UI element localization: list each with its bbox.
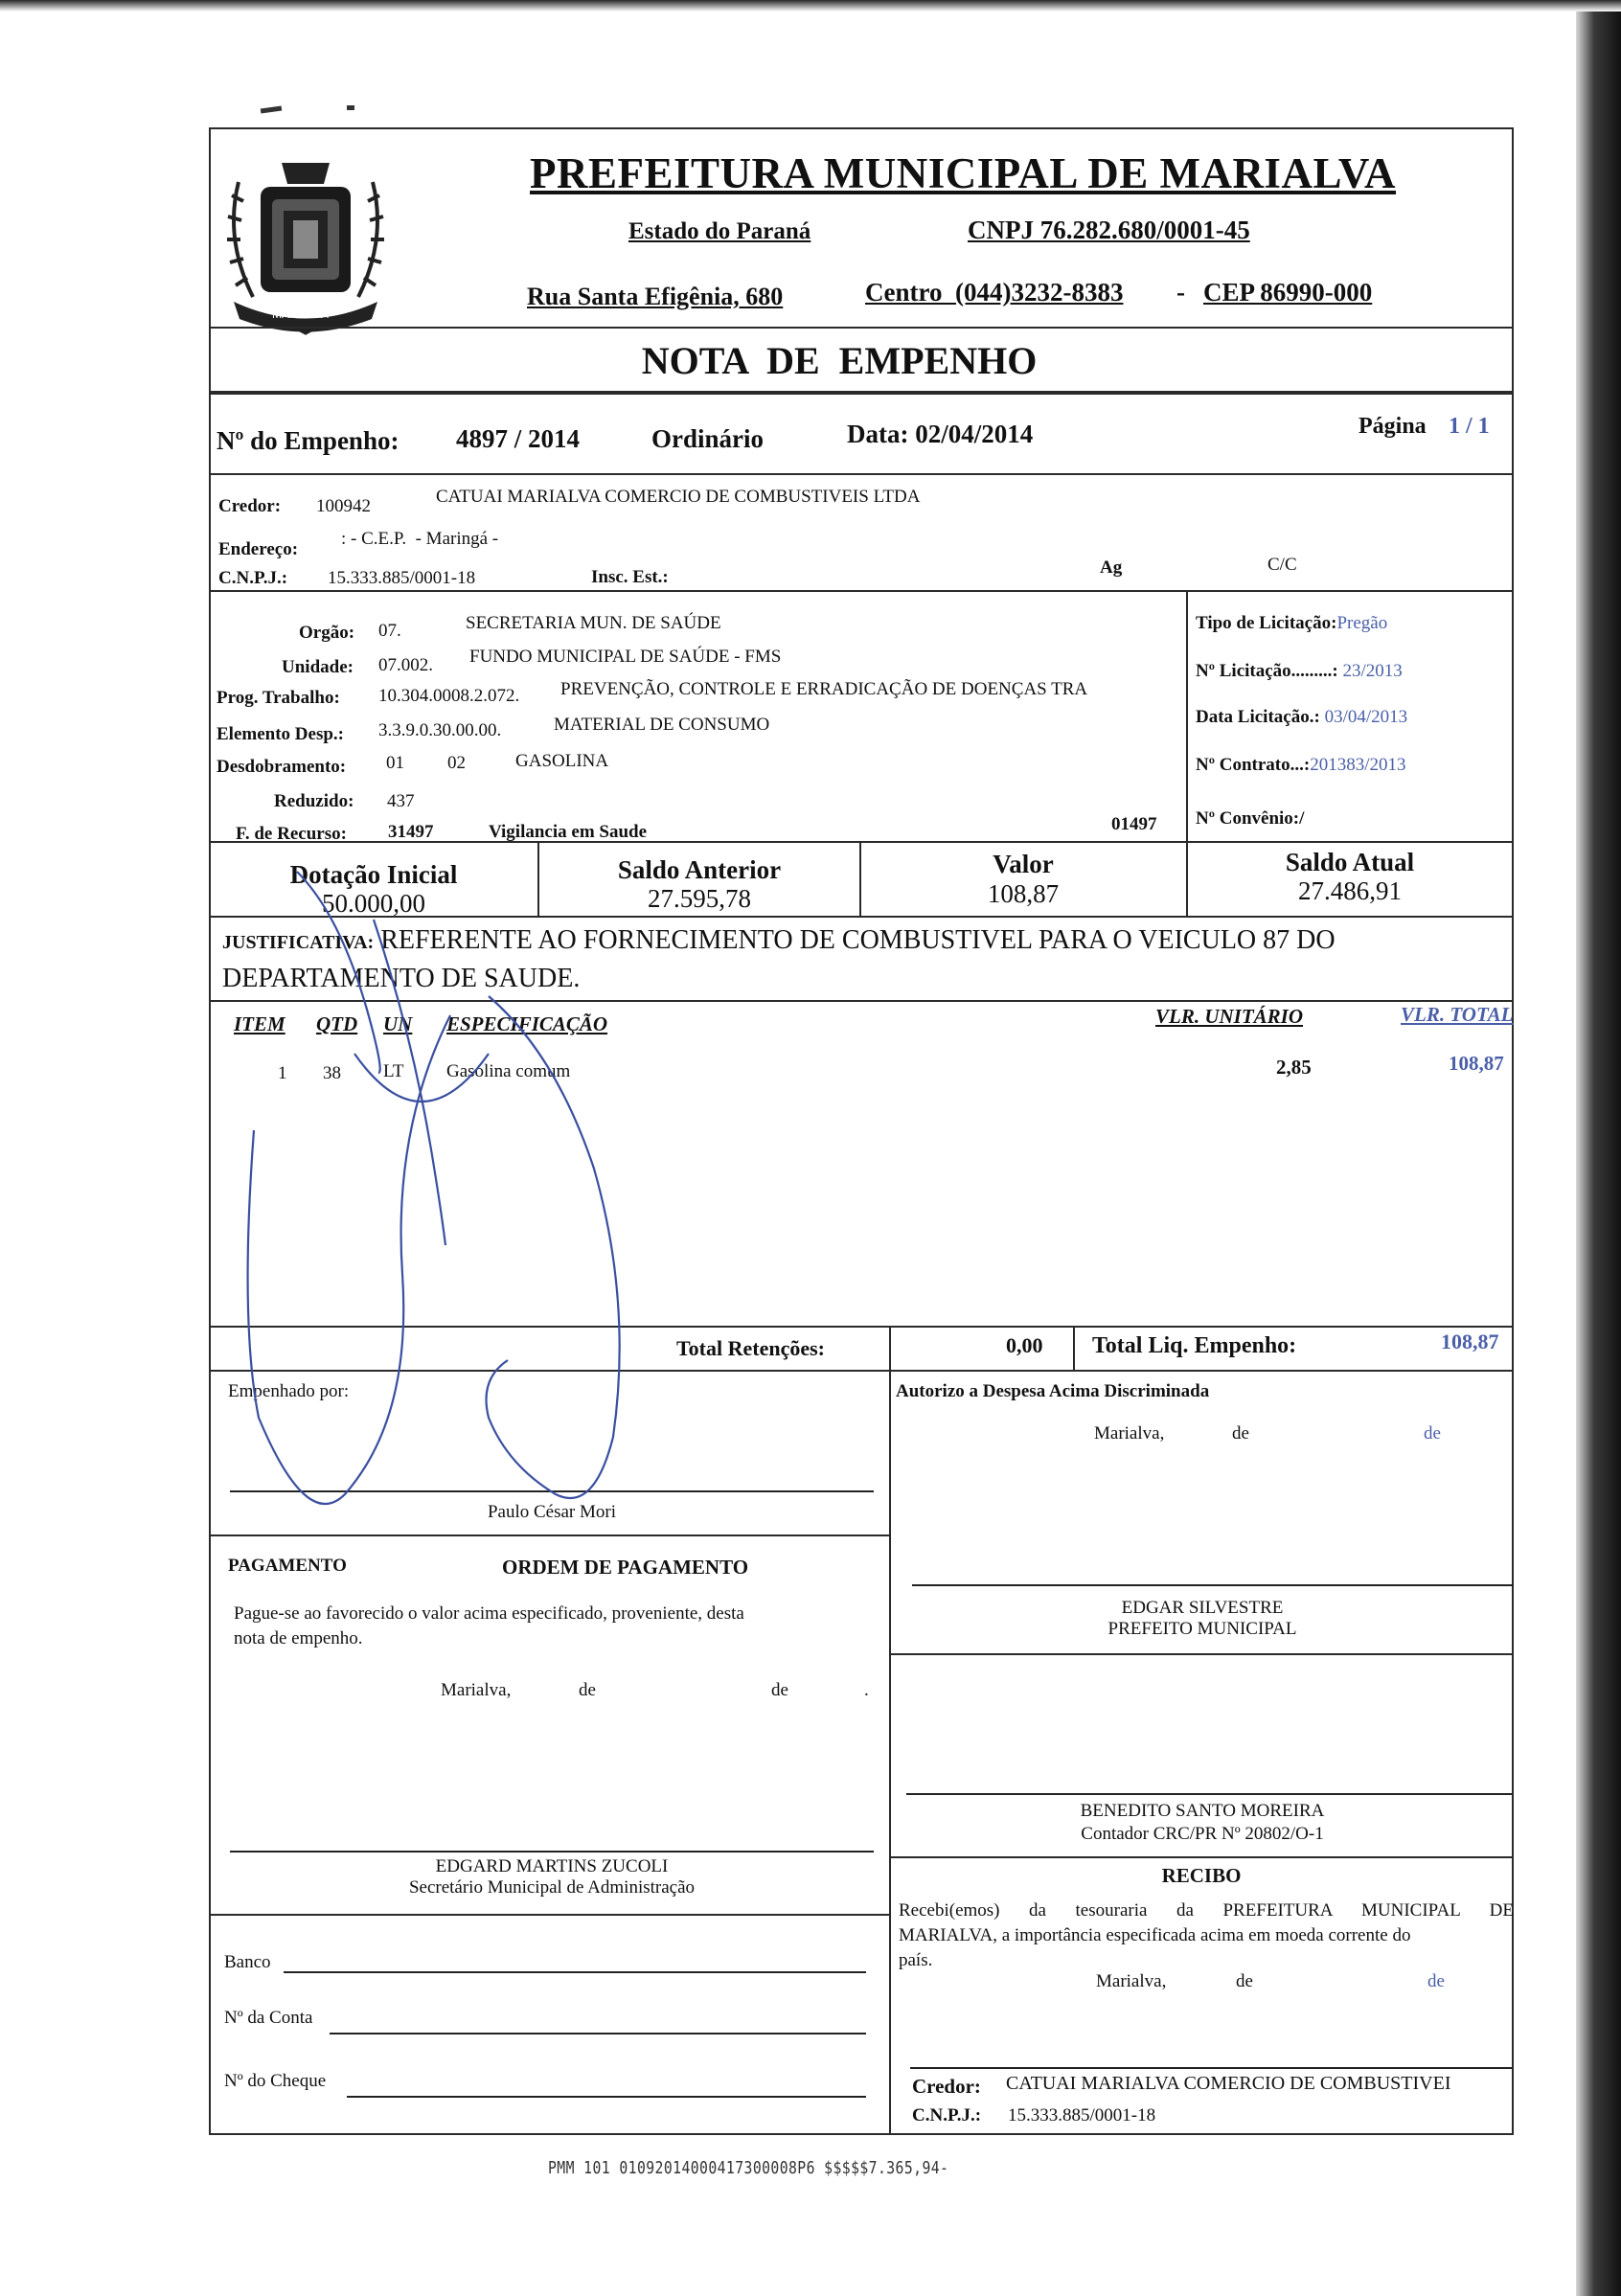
desdobramento-code1: 01 <box>386 753 404 773</box>
empenhado-label: Empenhado por: <box>228 1381 350 1401</box>
header-cnpj: CNPJ 76.282.680/0001-45 <box>968 216 1250 244</box>
unidade-code: 07.002. <box>378 655 433 675</box>
header-cep: CEP 86990-000 <box>1203 278 1373 307</box>
empenho-number: 4897 / 2014 <box>456 424 581 453</box>
reduzido-label: Reduzido: <box>274 791 354 811</box>
conta-field[interactable] <box>330 2033 866 2035</box>
recibo-text1: Recebi(emos) da tesouraria da PREFEITURA MUNICIPAL DE <box>899 1900 1514 1921</box>
empenho-label: Nº do Empenho: <box>217 426 400 455</box>
col-unit-price: VLR. UNITÁRIO <box>1155 1005 1304 1028</box>
recibo-text2: MARIALVA, a importância especificada acima em moeda corrente do <box>899 1925 1411 1945</box>
recurso-label: F. de Recurso: <box>236 824 347 844</box>
elemento-code: 3.3.9.0.30.00.00. <box>378 720 502 740</box>
footer-code: PMM 101 01092014000417300008P6 $$$$$7.365,94- <box>548 2158 949 2178</box>
dotacao-value: 50.000,00 <box>322 889 425 918</box>
row-total: 108,87 <box>1449 1052 1504 1075</box>
desdobramento-name: GASOLINA <box>515 751 609 771</box>
signature-line <box>906 1793 1512 1795</box>
col-qtd: QTD <box>316 1012 358 1035</box>
recibo-de1: de <box>1236 1971 1253 1991</box>
row-unit-price: 2,85 <box>1276 1056 1312 1079</box>
pagamento-text2: nota de empenho. <box>234 1628 363 1648</box>
recurso-name: Vigilancia em Saude <box>489 822 648 842</box>
desdobramento-label: Desdobramento: <box>217 757 347 777</box>
recurso-code: 31497 <box>388 822 434 842</box>
banco-label: Banco <box>224 1952 271 1972</box>
pagamento-dot: . <box>864 1680 869 1700</box>
pagamento-signer-name: EDGARD MARTINS ZUCOLI <box>435 1856 669 1876</box>
col-item: ITEM <box>234 1012 285 1035</box>
autorizo-de1: de <box>1232 1423 1249 1444</box>
recibo-text3: país. <box>899 1950 933 1970</box>
divider <box>209 1914 889 1916</box>
retencoes-value: 0,00 <box>1006 1333 1043 1357</box>
data-licitacao-value: 03/04/2013 <box>1324 707 1408 727</box>
divider <box>889 1326 891 1370</box>
prog-code: 10.304.0008.2.072. <box>378 686 520 706</box>
page-label: Página <box>1358 414 1427 439</box>
pagamento-city: Marialva, <box>441 1680 512 1700</box>
divider <box>209 391 1514 395</box>
orgao-code: 07. <box>378 621 401 641</box>
contrato-label: Nº Contrato...:201383/2013 <box>1196 755 1406 775</box>
header-state: Estado do Paraná <box>628 218 811 244</box>
signature-line <box>910 2067 1512 2069</box>
pagamento-de1: de <box>579 1680 596 1700</box>
divider <box>889 1856 1514 1858</box>
justificativa-line1: REFERENTE AO FORNECIMENTO DE COMBUSTIVEL PARA O VEICULO 87 DO <box>380 925 1336 955</box>
prog-name: PREVENÇÃO, CONTROLE E ERRADICAÇÃO DE DOENÇAS TRA <box>560 679 1088 699</box>
recibo-credor: CATUAI MARIALVA COMERCIO DE COMBUSTIVEI <box>1006 2073 1451 2094</box>
tipo-licitacao-value: Pregão <box>1336 613 1388 633</box>
autorizo-signer-name: EDGAR SILVESTRE <box>1121 1598 1284 1618</box>
divider <box>889 1653 1514 1655</box>
creditor-name: CATUAI MARIALVA COMERCIO DE COMBUSTIVEIS LTDA <box>436 487 921 507</box>
creditor-address: : - C.E.P. - Maringá - <box>341 529 499 549</box>
liquido-label: Total Liq. Empenho: <box>1092 1333 1297 1358</box>
creditor-code: 100942 <box>316 496 371 516</box>
liquido-value: 108,87 <box>1441 1330 1499 1353</box>
municipal-seal <box>215 144 397 335</box>
scan-mark <box>261 105 282 113</box>
elemento-label: Elemento Desp.: <box>217 724 344 744</box>
scan-top-edge <box>0 0 1621 11</box>
orgao-label: Orgão: <box>299 623 355 643</box>
col-total: VLR. TOTAL <box>1401 1003 1514 1026</box>
pagamento-label: PAGAMENTO <box>228 1556 347 1576</box>
divider <box>1073 1326 1075 1370</box>
ordem-pagamento-label: ORDEM DE PAGAMENTO <box>502 1556 749 1579</box>
autorizo-label: Autorizo a Despesa Acima Discriminada <box>896 1381 1210 1401</box>
unidade-label: Unidade: <box>282 657 354 677</box>
saldo-anterior-value: 27.595,78 <box>648 884 751 913</box>
dotacao-label: Dotação Inicial <box>289 860 458 889</box>
cheque-label: Nº do Cheque <box>224 2071 327 2091</box>
recurso-code2: 01497 <box>1111 814 1157 834</box>
cnpj-label: C.N.P.J.: <box>218 568 288 588</box>
num-licitacao-label: Nº Licitação.........: 23/2013 <box>1196 661 1403 681</box>
doc-title: NOTA DE EMPENHO <box>641 339 1038 382</box>
banco-field[interactable] <box>284 1971 866 1973</box>
orgao-name: SECRETARIA MUN. DE SAÚDE <box>466 613 721 633</box>
ag-label: Ag <box>1100 557 1123 578</box>
unidade-name: FUNDO MUNICIPAL DE SAÚDE - FMS <box>469 647 782 667</box>
handwritten-signature <box>201 843 699 1533</box>
desdobramento-code2: 02 <box>447 753 466 773</box>
col-spec: ESPECIFICAÇÃO <box>446 1012 608 1035</box>
empenho-date: Data: 02/04/2014 <box>847 420 1034 448</box>
empenhado-name: Paulo César Mori <box>487 1502 617 1522</box>
contrato-value: 201383/2013 <box>1310 755 1406 775</box>
recibo-cnpj-label: C.N.P.J.: <box>912 2105 982 2126</box>
header-title: PREFEITURA MUNICIPAL DE MARIALVA <box>530 149 1397 197</box>
convenio-label: Nº Convênio:/ <box>1196 808 1305 829</box>
creditor-cnpj: 15.333.885/0001-18 <box>328 568 476 588</box>
divider <box>209 327 1514 329</box>
scan-edge <box>1576 0 1621 2296</box>
divider <box>209 473 1514 475</box>
empenho-type: Ordinário <box>651 424 765 453</box>
cc-label: C/C <box>1267 555 1297 575</box>
elemento-name: MATERIAL DE CONSUMO <box>554 715 770 735</box>
address-label: Endereço: <box>218 539 299 559</box>
valor-label: Valor <box>993 850 1054 878</box>
saldo-atual-label: Saldo Atual <box>1285 848 1415 876</box>
saldo-atual-value: 27.486,91 <box>1298 876 1402 905</box>
justificativa-line2: DEPARTAMENTO DE SAUDE. <box>222 964 581 993</box>
contador-name: BENEDITO SANTO MOREIRA <box>1080 1801 1325 1821</box>
recibo-credor-label: Credor: <box>912 2075 981 2098</box>
row-un: LT <box>383 1061 404 1081</box>
tipo-licitacao-label: Tipo de Licitação:Pregão <box>1196 613 1388 633</box>
pagamento-de2: de <box>771 1680 788 1700</box>
contador-role: Contador CRC/PR Nº 20802/O-1 <box>1081 1824 1324 1844</box>
cheque-field[interactable] <box>347 2096 866 2098</box>
recibo-city: Marialva, <box>1096 1971 1167 1991</box>
divider <box>889 1370 891 2135</box>
saldo-anterior-label: Saldo Anterior <box>617 855 782 884</box>
autorizo-de2: de <box>1424 1423 1441 1444</box>
divider <box>209 590 1514 592</box>
autorizo-signer-role: PREFEITO MUNICIPAL <box>1107 1619 1297 1639</box>
creditor-label: Credor: <box>218 496 282 516</box>
header-dash: - <box>1176 278 1185 307</box>
reduzido-value: 437 <box>387 791 415 811</box>
valor-value: 108,87 <box>987 879 1060 908</box>
scan-mark <box>347 105 354 110</box>
signature-line <box>912 1584 1514 1586</box>
row-item: 1 <box>278 1063 287 1083</box>
row-qtd: 38 <box>323 1063 341 1083</box>
autorizo-city: Marialva, <box>1094 1423 1165 1444</box>
recibo-label: RECIBO <box>1161 1864 1242 1887</box>
prog-label: Prog. Trabalho: <box>217 688 340 708</box>
recibo-cnpj: 15.333.885/0001-18 <box>1008 2105 1156 2126</box>
page-number: 1 / 1 <box>1449 414 1490 439</box>
row-spec: Gasolina comum <box>446 1061 571 1081</box>
seal-lettering: MARIALVA <box>272 307 329 321</box>
data-licitacao-label: Data Licitação.: 03/04/2013 <box>1196 707 1408 727</box>
recibo-de2: de <box>1427 1971 1445 1991</box>
col-un: UN <box>383 1012 413 1035</box>
conta-label: Nº da Conta <box>224 2008 313 2028</box>
retencoes-label: Total Retenções: <box>676 1336 825 1360</box>
header-address: Rua Santa Efigênia, 680 <box>527 283 784 310</box>
justificativa-label: JUSTIFICATIVA: <box>222 932 375 953</box>
num-licitacao-value: 23/2013 <box>1342 661 1403 681</box>
signature-line <box>230 1851 874 1853</box>
insc-label: Insc. Est.: <box>591 567 669 587</box>
pagamento-text1: Pague-se ao favorecido o valor acima especificado, proveniente, desta <box>234 1603 744 1624</box>
divider <box>1186 590 1188 844</box>
pagamento-signer-role: Secretário Municipal de Administração <box>408 1877 696 1898</box>
header-district-phone: Centro (044)3232-8383 <box>865 278 1124 307</box>
divider <box>209 1534 889 1536</box>
